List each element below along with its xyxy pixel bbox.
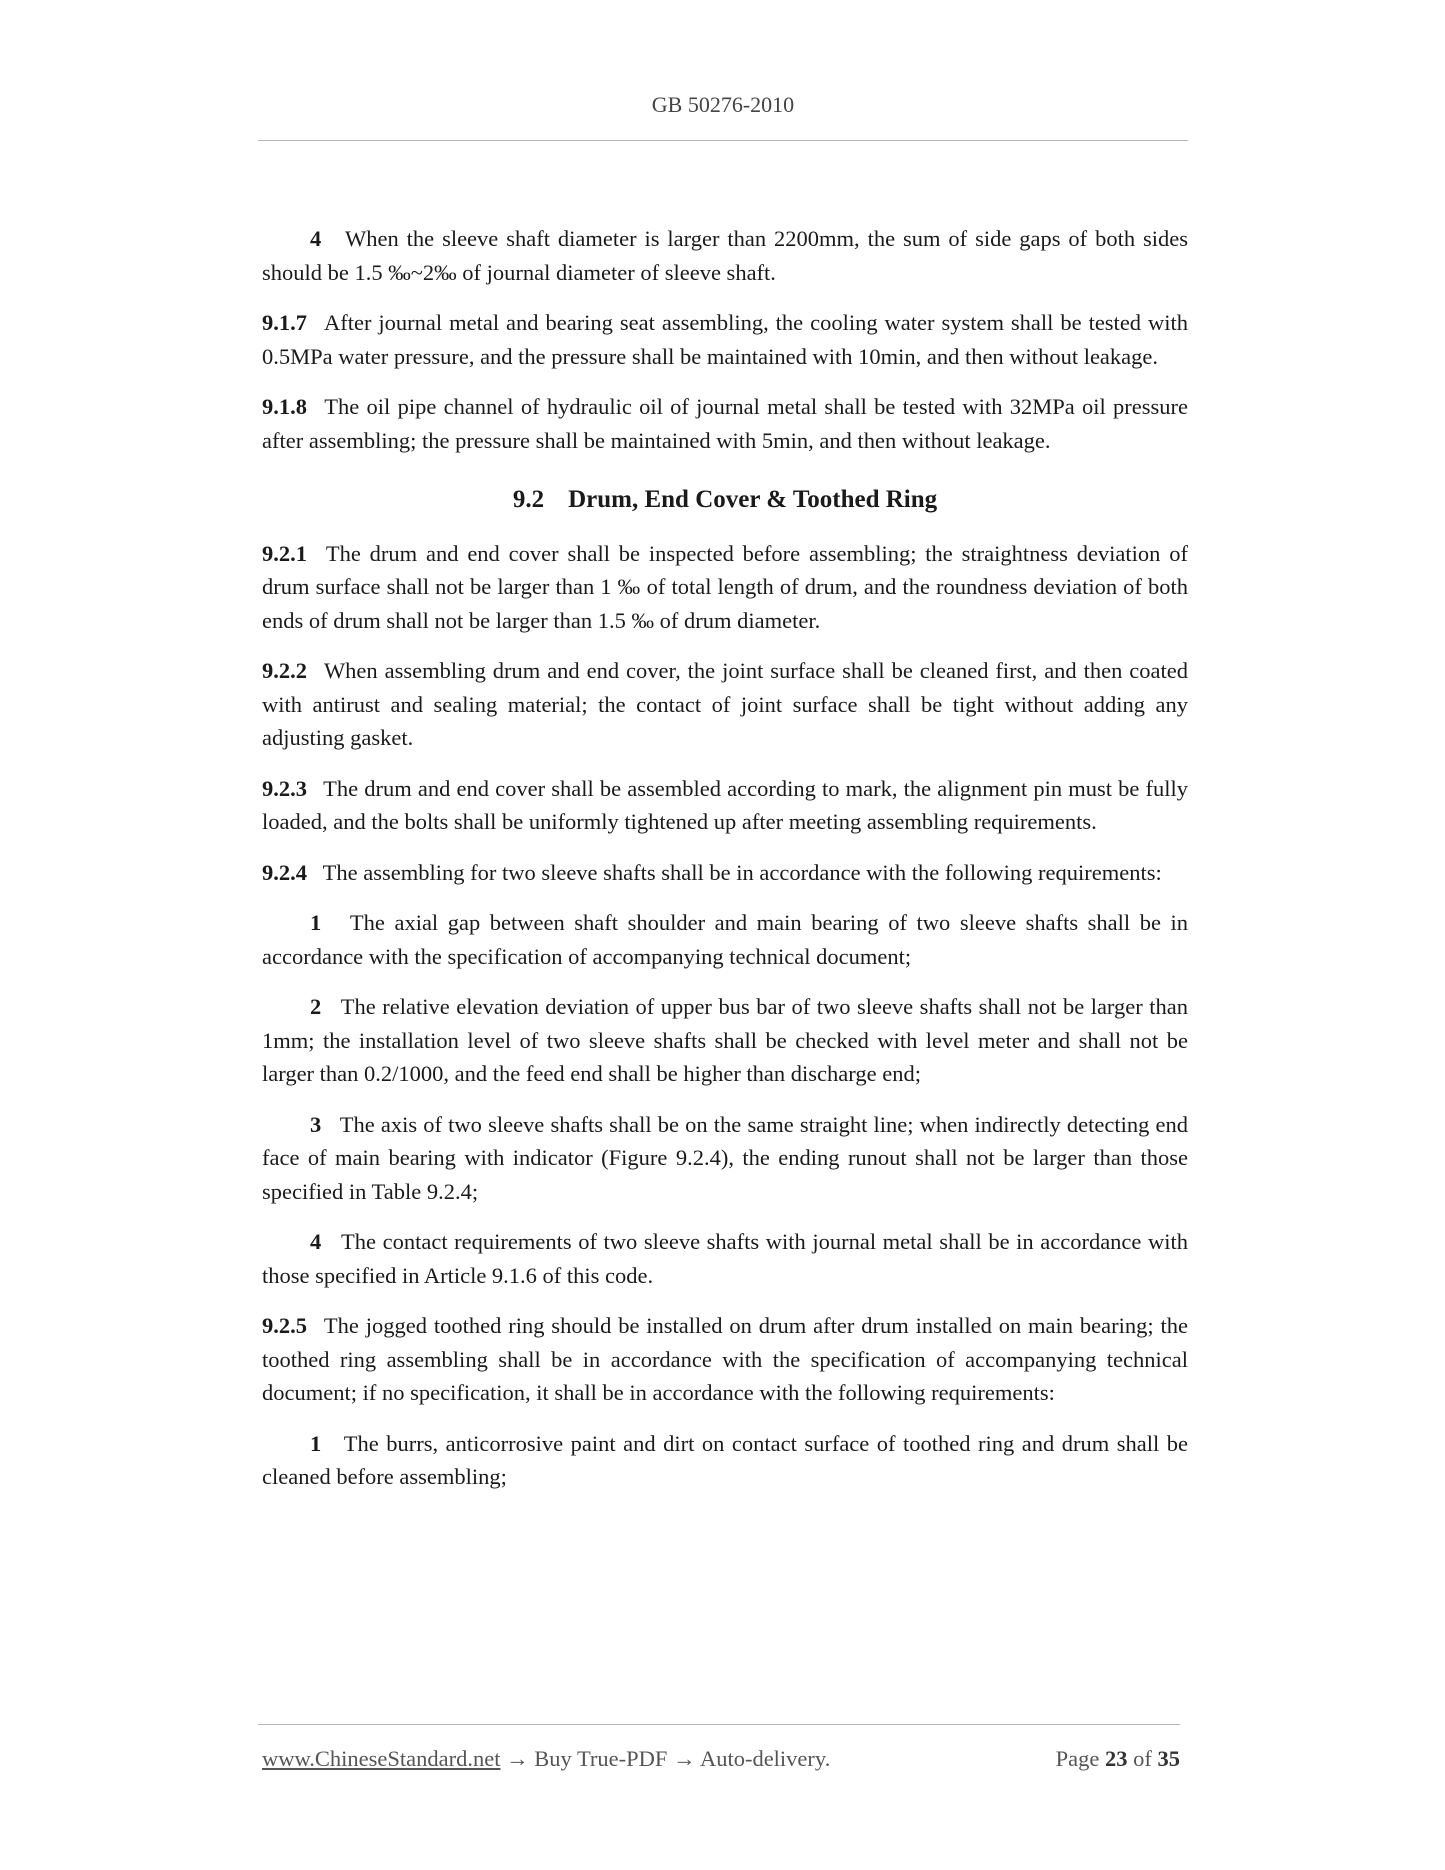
- article-text: When assembling drum and end cover, the joint surface shall be cleaned first, and then coated with antirust and sealing material; the contact of joint surface shall be tight without adding any adjusting gasket.: [262, 658, 1189, 750]
- document-body: [262, 222, 1188, 1511]
- item-number: 1: [310, 1430, 322, 1456]
- list-item: [262, 1108, 1188, 1209]
- article-9-2-1: [262, 537, 1188, 638]
- article-number: 9.1.8: [262, 394, 307, 419]
- section-number: 9.2: [512, 486, 545, 513]
- item-number: 4: [310, 226, 322, 251]
- article-text: The assembling for two sleeve shafts shall be in accordance with the following requirements:: [322, 859, 1162, 885]
- article-number: 9.2.2: [262, 658, 307, 683]
- article-number: 9.2.3: [262, 775, 307, 801]
- article-9-2-4: [262, 856, 1188, 890]
- item-number: 4: [310, 1229, 322, 1254]
- item-text: The axis of two sleeve shafts shall be on the same straight line; when indirectly detecting end face of main bearing with indicator (Figure 9.2.4), the ending runout shall not be larger than those specified in Table 9.2.4;: [262, 1111, 1189, 1204]
- arrow-icon: →: [673, 1746, 696, 1771]
- article-number: 9.1.7: [262, 310, 307, 335]
- list-item: [262, 906, 1188, 973]
- item-number: 3: [310, 1111, 322, 1137]
- list-item: [262, 990, 1188, 1091]
- article-9-2-5: [262, 1309, 1188, 1410]
- page-number: 23: [1105, 1746, 1128, 1771]
- item-number: 1: [310, 910, 322, 935]
- page-label: Page: [1055, 1746, 1100, 1771]
- article-number: 9.2.4: [262, 859, 307, 885]
- header-divider: [258, 140, 1188, 141]
- article-text: The drum and end cover shall be assembled according to mark, the alignment pin must be fully loaded, and the bolts shall be uniformly tightened up after meeting assembling requirements.: [262, 775, 1188, 834]
- article-9-1-7: [262, 306, 1188, 373]
- item-number: 2: [310, 994, 322, 1019]
- page-header: GB 50276-2010: [651, 92, 795, 117]
- auto-delivery-text: Auto-delivery.: [699, 1746, 831, 1771]
- article-number: 9.2.1: [262, 540, 307, 566]
- section-title: Drum, End Cover & Toothed Ring: [568, 486, 938, 513]
- article-text: The jogged toothed ring should be installed on drum after drum installed on main bearing; the toothed ring assembling shall be in accordance with the specification of accompanying technical document; if no specification, it shall be in accordance with the following requirements:: [262, 1313, 1188, 1405]
- article-text: The oil pipe channel of hydraulic oil of journal metal shall be tested with 32MPa oil pressure after assembling; the pressure shall be maintained with 5min, and then without leakage.: [262, 394, 1188, 453]
- total-pages: 35: [1157, 1746, 1180, 1771]
- footer-promo: [262, 1746, 830, 1772]
- page-indicator: [1056, 1746, 1180, 1772]
- list-item: [262, 1225, 1188, 1292]
- item-text: When the sleeve shaft diameter is larger than 2200mm, the sum of side gaps of both sides should be 1.5 ‰~2‰ of journal diameter of sleeve shaft.: [262, 226, 1189, 285]
- article-9-2-3: [262, 772, 1188, 839]
- list-item: [262, 222, 1188, 289]
- of-label: of: [1133, 1746, 1152, 1771]
- article-9-1-8: [262, 390, 1188, 457]
- item-text: The contact requirements of two sleeve shafts with journal metal shall be in accordance with those specified in Article 9.1.6 of this code.: [262, 1229, 1188, 1288]
- article-text: The drum and end cover shall be inspected before assembling; the straightness deviation of drum surface shall not be larger than 1 ‰ of total length of drum, and the roundness deviation of both ends of drum shall not be larger than 1.5 ‰ of drum diameter.: [262, 540, 1188, 633]
- arrow-icon: →: [506, 1746, 529, 1771]
- website-link[interactable]: www.ChineseStandard.net: [262, 1746, 501, 1771]
- article-9-2-2: [262, 654, 1188, 755]
- section-heading: [262, 483, 1188, 517]
- list-item: [262, 1427, 1188, 1494]
- item-text: The burrs, anticorrosive paint and dirt on contact surface of toothed ring and drum shall be cleaned before assembling;: [262, 1430, 1189, 1489]
- footer-divider: [258, 1724, 1180, 1725]
- buy-true-pdf-text: Buy True-PDF: [534, 1746, 668, 1771]
- item-text: The relative elevation deviation of upper bus bar of two sleeve shafts shall not be larger than 1mm; the installation level of two sleeve shafts shall be checked with level meter and shall not be larger than 0.2/1000, and the feed end shall be higher than discharge end;: [262, 994, 1188, 1086]
- article-text: After journal metal and bearing seat assembling, the cooling water system shall be tested with 0.5MPa water pressure, and the pressure shall be maintained with 10min, and then without leakage.: [262, 310, 1189, 369]
- item-text: The axial gap between shaft shoulder and main bearing of two sleeve shafts shall be in accordance with the specification of accompanying technical document;: [262, 910, 1188, 969]
- article-number: 9.2.5: [262, 1313, 307, 1338]
